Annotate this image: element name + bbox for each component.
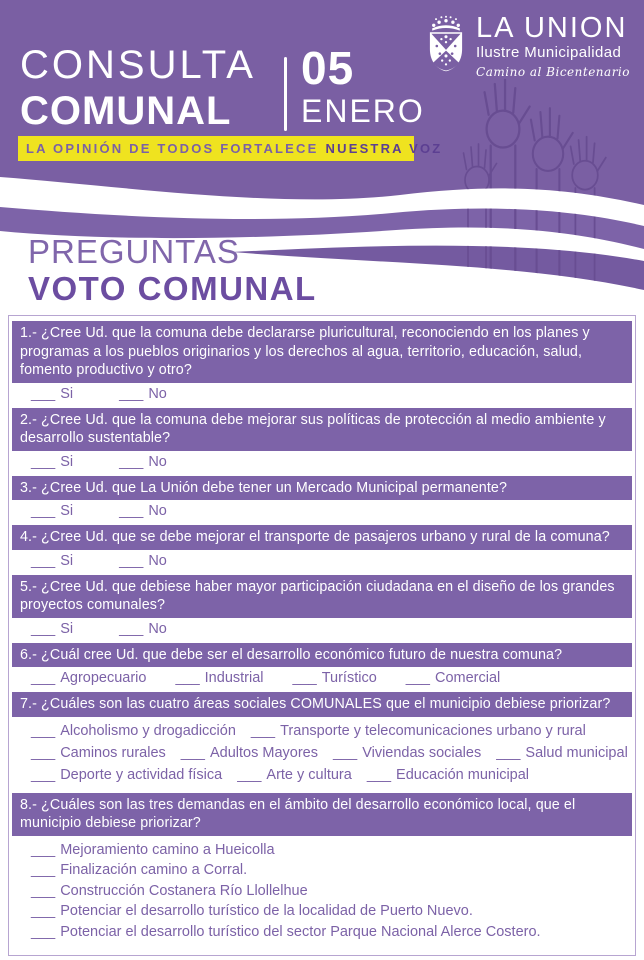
option-no: ___ No [119,385,167,402]
question-7-options-row1 [12,721,632,742]
option-costanera: ___ Construcción Costanera Río Llollelhue [31,882,308,899]
question-6-banner: 6.- ¿Cuál cree Ud. que debe ser el desarrollo económico futuro de nuestra comuna? [12,643,632,668]
option-alcoholismo: ___ Alcoholismo y drogadicción [31,722,236,739]
option-arte-cultura: ___ Arte y cultura [237,766,352,783]
question-3 [12,476,632,520]
question-4-options [12,553,632,569]
question-7 [12,692,632,786]
logo-subtitle: Ilustre Municipalidad [476,44,622,61]
option-no: ___ No [119,620,167,637]
option-adultos-mayores: ___ Adultos Mayores [180,744,318,761]
municipality-logo [423,13,630,79]
option-turistico: ___ Turístico [292,670,377,686]
option-industrial: ___ Industrial [175,670,264,686]
question-2 [12,408,632,470]
question-2-banner: 2.- ¿Cree Ud. que la comuna debe mejorar sus políticas de protección al medio ambiente y desarrollo sustentable? [12,408,632,451]
question-7-options [12,721,632,786]
logo-name: LA UNION [476,12,628,44]
option-agropecuario: ___ Agropecuario [31,670,147,686]
question-7-banner: 7.- ¿Cuáles son las cuatro áreas sociales COMUNALES que el municipio debiese priorizar? [12,692,632,717]
heading-preguntas: PREGUNTAS [28,233,240,270]
question-6-options [12,670,632,686]
option-alerce-costero: ___ Potenciar el desarrollo turístico del sector Parque Nacional Alerce Costero. [31,923,541,940]
question-3-options [12,503,632,519]
option-si: ___ Si [31,453,74,470]
date-day: 05 [301,42,355,94]
title-line1: CONSULTA [20,43,256,87]
question-8-options [12,840,632,943]
question-7-options-row3 [12,765,632,786]
option-corral: ___ Finalización camino a Corral. [31,862,248,878]
option-puerto-nuevo: ___ Potenciar el desarrollo turístico de la localidad de Puerto Nuevo. [31,903,473,919]
title-line2: COMUNAL [20,89,232,133]
option-educacion-municipal: ___ Educación municipal [366,766,530,783]
question-1-banner: 1.- ¿Cree Ud. que la comuna debe declararse pluricultural, reconociendo en los planes y programas a los pueblos originarios y los derechos al agua, territorio, educación, salud, fomento productivo y otro? [12,321,632,383]
question-4 [12,525,632,569]
option-salud-municipal: ___ Salud municipal [496,744,628,761]
option-viviendas-sociales: ___ Viviendas sociales [332,744,482,761]
date-month: ENERO [301,93,425,129]
option-si: ___ Si [31,503,74,519]
option-hueicolla: ___ Mejoramiento camino a Hueicolla [31,841,275,858]
question-5-options [12,621,632,637]
question-8-banner: 8.- ¿Cuáles son las tres demandas en el ámbito del desarrollo económico local, que el municipio debiese priorizar? [12,793,632,836]
option-si: ___ Si [31,552,74,569]
question-1-options [12,386,632,402]
question-5-banner: 5.- ¿Cree Ud. que debiese haber mayor participación ciudadana en el diseño de los grandes proyectos comunales? [12,575,632,618]
main-title [20,42,256,134]
section-heading [28,234,644,308]
heading-voto-comunal: VOTO COMUNAL [28,270,317,307]
title-divider [284,57,287,131]
option-no: ___ No [119,453,167,470]
option-no: ___ No [119,503,167,519]
logo-motto: Camino al Bicentenario [476,65,630,79]
question-3-banner: 3.- ¿Cree Ud. que La Unión debe tener un Mercado Municipal permanente? [12,476,632,501]
questions-section [0,234,644,956]
question-1 [12,321,632,402]
option-transporte: ___ Transporte y telecomunicaciones urbano y rural [250,722,586,739]
date-block [301,44,425,130]
question-5 [12,575,632,637]
questions-box [8,315,636,956]
option-caminos-rurales: ___ Caminos rurales [31,744,166,761]
tagline-bold-text: NUESTRA VOZ [325,141,443,156]
option-si: ___ Si [31,385,74,402]
question-7-options-row2 [12,743,632,764]
municipal-shield-icon [423,13,469,79]
tagline-banner [18,136,443,161]
option-no: ___ No [119,552,167,569]
question-4-banner: 4.- ¿Cree Ud. que se debe mejorar el transporte de pasajeros urbano y rural de la comuna? [12,525,632,550]
option-si: ___ Si [31,620,74,637]
question-8 [12,793,632,943]
question-2-options [12,454,632,470]
option-comercial: ___ Comercial [405,670,501,686]
tagline-text: LA OPINIÓN DE TODOS FORTALECE [26,141,319,156]
question-6 [12,643,632,687]
option-deporte: ___ Deporte y actividad física [31,766,223,783]
